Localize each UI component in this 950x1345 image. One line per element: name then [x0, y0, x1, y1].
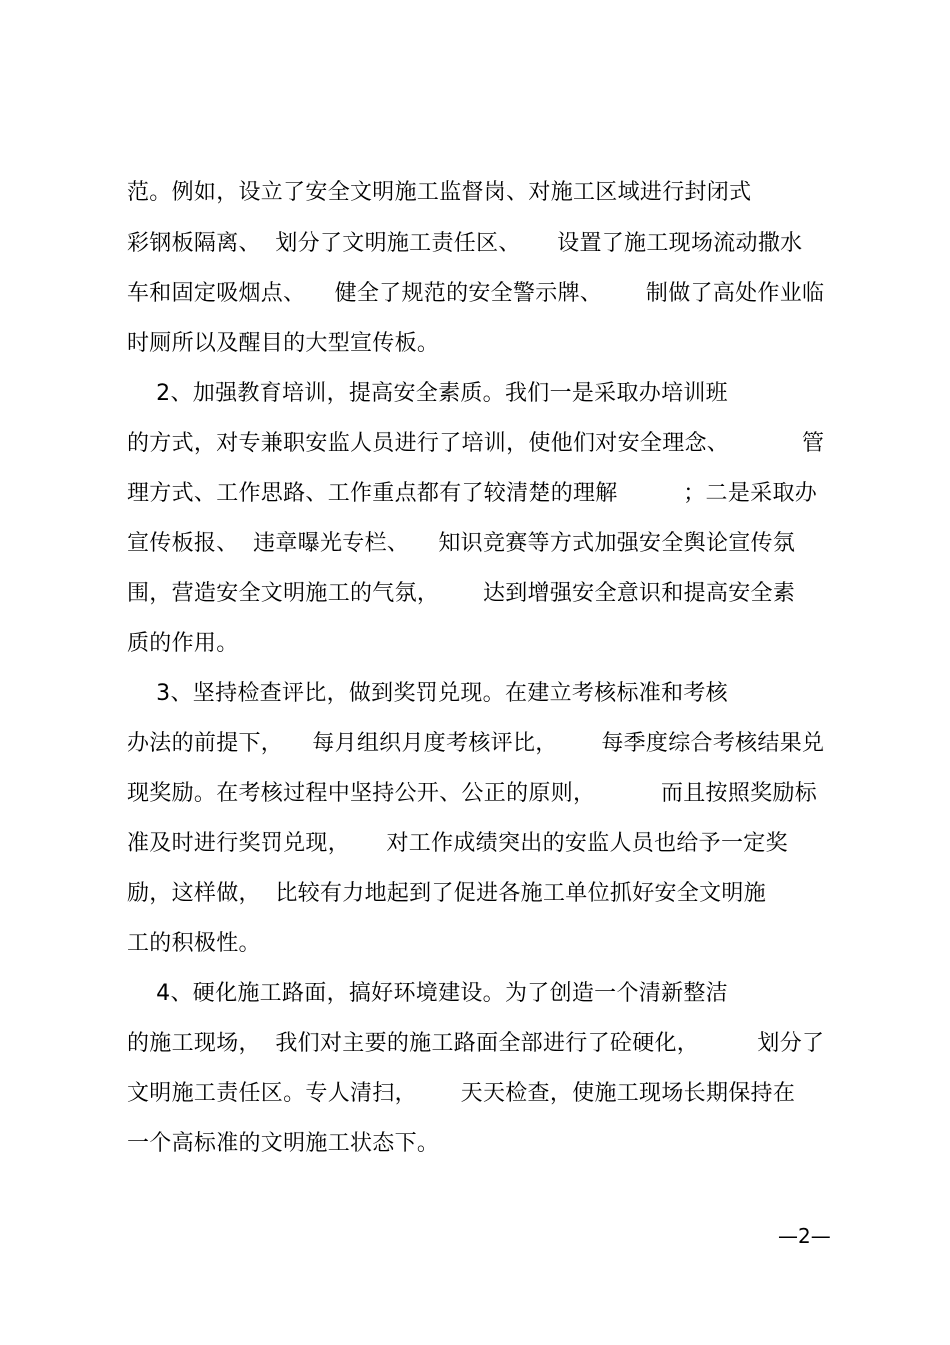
text-line: 理方式、工作思路、工作重点都有了较清楚的理解 ；二是采取办: [127, 481, 818, 506]
text-line: 宣传板报、 违章曝光专栏、 知识竞赛等方式加强安全舆论宣传氛: [127, 531, 796, 556]
text-line: 4、硬化施工路面，搞好环境建设。为了创造一个清新整洁: [127, 981, 728, 1006]
text-line: 一个高标准的文明施工状态下。: [127, 1131, 440, 1156]
text-line: 的施工现场， 我们对主要的施工路面全部进行了砼硬化， 划分了: [127, 1031, 825, 1056]
text-line: 围，营造安全文明施工的气氛， 达到增强安全意识和提高安全素: [127, 581, 796, 606]
text-line: 时厕所以及醒目的大型宣传板。: [127, 331, 440, 356]
page-number: —2—: [778, 1224, 831, 1248]
text-line: 工的积极性。: [127, 931, 261, 956]
text-line: 车和固定吸烟点、 健全了规范的安全警示牌、 制做了高处作业临: [127, 281, 825, 306]
text-line: 质的作用。: [127, 631, 239, 656]
text-line: 2、加强教育培训，提高安全素质。我们一是采取办培训班: [127, 381, 728, 406]
text-line: 文明施工责任区。专人清扫， 天天检查，使施工现场长期保持在: [127, 1081, 796, 1106]
text-line: 励，这样做， 比较有力地起到了促进各施工单位抓好安全文明施: [127, 881, 766, 906]
text-line: 现奖励。在考核过程中坚持公开、公正的原则， 而且按照奖励标: [127, 781, 818, 806]
text-line: 的方式，对专兼职安监人员进行了培训，使他们对安全理念、 管: [127, 431, 825, 456]
text-line: 范。例如，设立了安全文明施工监督岗、对施工区域进行封闭式: [127, 180, 752, 205]
text-line: 准及时进行奖罚兑现， 对工作成绩突出的安监人员也给予一定奖: [127, 831, 788, 856]
text-line: 3、坚持检查评比，做到奖罚兑现。在建立考核标准和考核: [127, 681, 728, 706]
text-line: 办法的前提下， 每月组织月度考核评比， 每季度综合考核结果兑: [127, 731, 825, 756]
text-line: 彩钢板隔离、 划分了文明施工责任区、 设置了施工现场流动撒水: [127, 231, 803, 256]
